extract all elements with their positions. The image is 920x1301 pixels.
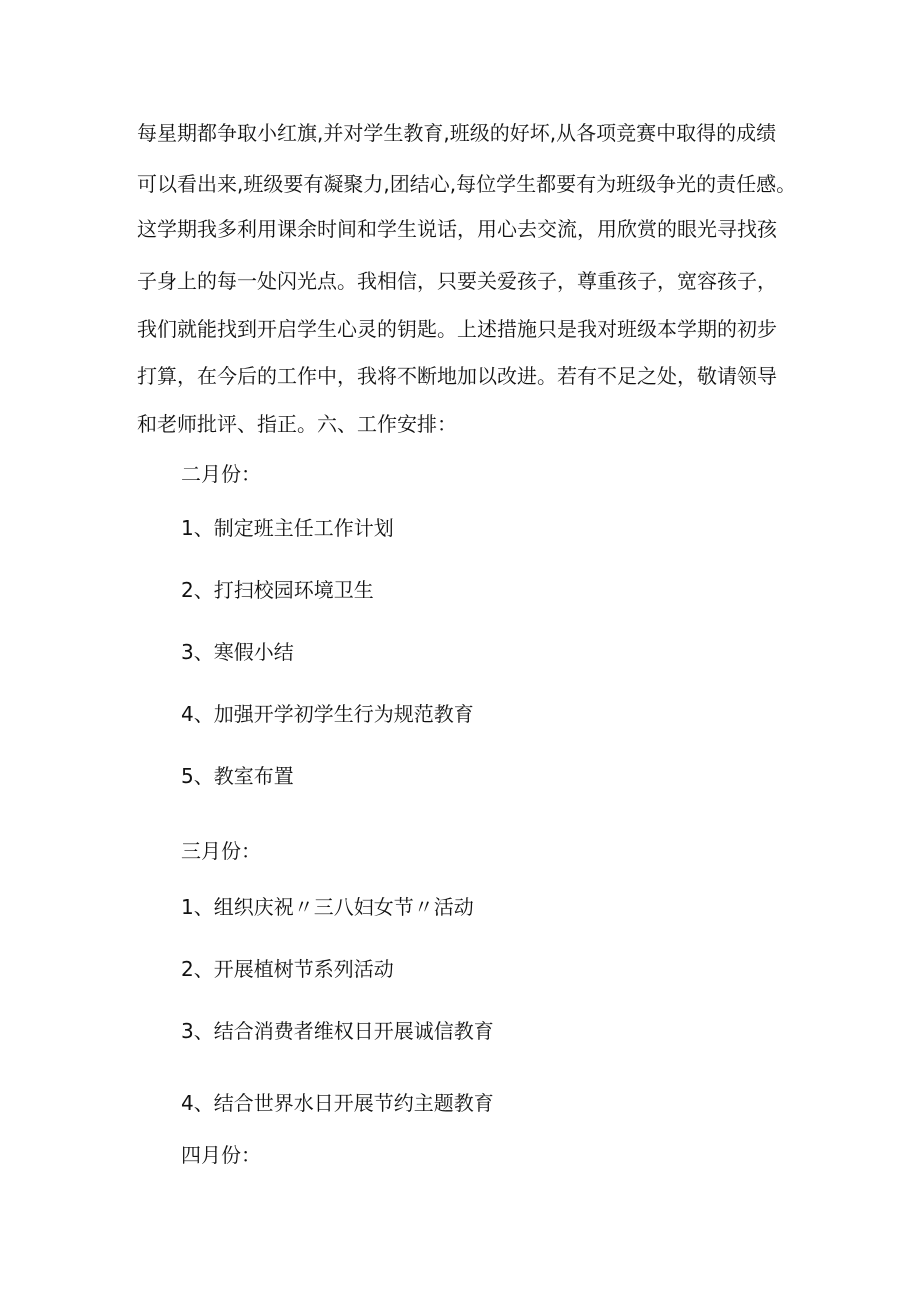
paragraph-line: 子身上的每一处闪光点。我相信，只要关爱孩子，尊重孩子，宽容孩子， bbox=[137, 269, 777, 293]
list-item: 4、结合世界水日开展节约主题教育 bbox=[181, 1091, 494, 1115]
list-item: 3、寒假小结 bbox=[181, 640, 294, 664]
list-item: 3、结合消费者维权日开展诚信教育 bbox=[181, 1019, 494, 1043]
paragraph-line: 打算，在今后的工作中，我将不断地加以改进。若有不足之处，敬请领导 bbox=[137, 364, 777, 388]
list-item: 2、打扫校园环境卫生 bbox=[181, 578, 374, 602]
list-item: 5、教室布置 bbox=[181, 764, 294, 788]
paragraph-line: 可以看出来,班级要有凝聚力,团结心,每位学生都要有为班级争光的责任感。 bbox=[137, 172, 797, 196]
paragraph-line: 这学期我多利用课余时间和学生说话，用心去交流，用欣赏的眼光寻找孩 bbox=[137, 217, 777, 241]
month-heading-february: 二月份： bbox=[181, 462, 261, 486]
list-item: 1、制定班主任工作计划 bbox=[181, 516, 394, 540]
paragraph-line: 每星期都争取小红旗,并对学生教育,班级的好坏,从各项竞赛中取得的成绩 bbox=[137, 121, 777, 145]
month-heading-april: 四月份： bbox=[181, 1143, 261, 1167]
month-heading-march: 三月份： bbox=[181, 839, 261, 863]
list-item: 4、加强开学初学生行为规范教育 bbox=[181, 702, 474, 726]
paragraph-line: 和老师批评、指正。六、工作安排： bbox=[137, 412, 457, 436]
list-item: 1、组织庆祝〃三八妇女节〃活动 bbox=[181, 895, 474, 919]
paragraph-line: 我们就能找到开启学生心灵的钥匙。上述措施只是我对班级本学期的初步 bbox=[137, 317, 777, 341]
list-item: 2、开展植树节系列活动 bbox=[181, 957, 394, 981]
